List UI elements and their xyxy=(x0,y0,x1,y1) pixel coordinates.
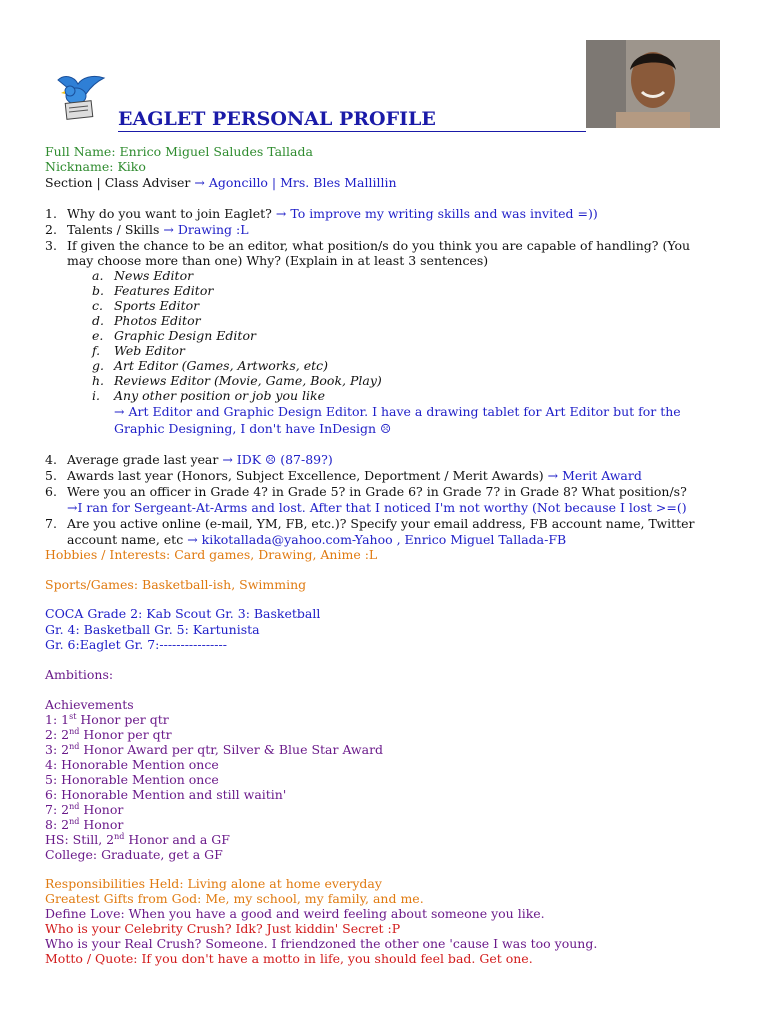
question-6: Were you an officer in Grade 4? in Grade 5? in Grade 6? in Grade 7? in Grade 8? What position/s? xyxy=(67,484,687,499)
section-adviser xyxy=(45,175,397,190)
question-number: 4. xyxy=(45,452,57,467)
eagle-logo-icon xyxy=(50,72,108,124)
question-4: Average grade last year → IDK ☹ (87-89?) xyxy=(67,452,333,467)
coca-line: COCA Grade 2: Kab Scout Gr. 3: Basketball xyxy=(45,606,321,621)
question-number: 1. xyxy=(45,206,57,221)
list-item: d. Photos Editor xyxy=(92,313,201,328)
greatest-gifts: Greatest Gifts from God: Me, my school, my family, and me. xyxy=(45,891,424,906)
ambitions: Ambitions: xyxy=(45,667,114,682)
list-item: g. Art Editor (Games, Artworks, etc) xyxy=(92,358,329,373)
question-3: If given the chance to be an editor, what position/s do you think you are capable of handling? (You xyxy=(67,238,691,253)
editor-answer: → Art Editor and Graphic Design Editor. I have a drawing tablet for Art Editor but for the xyxy=(114,404,681,419)
full-name: Full Name: Enrico Miguel Saludes Tallada xyxy=(45,144,313,159)
answer-text: → To improve my writing skills and was invited =)) xyxy=(275,206,598,221)
question-number: 6. xyxy=(45,484,57,499)
question-3-cont: may choose more than one) Why? (Explain in at least 3 sentences) xyxy=(67,253,489,268)
question-2 xyxy=(67,222,249,237)
nickname: Nickname: Kiko xyxy=(45,159,146,174)
list-item: b. Features Editor xyxy=(92,283,214,298)
profile-photo xyxy=(586,40,720,128)
question-text: Talents / Skills xyxy=(67,222,164,237)
question-number: 3. xyxy=(45,238,57,253)
question-7: Are you active online (e-mail, YM, FB, etc.)? Specify your email address, FB account name, Twitter xyxy=(67,516,695,531)
list-item: i. Any other position or job you like xyxy=(92,388,325,403)
achievement-item: 5: Honorable Mention once xyxy=(45,772,219,787)
question-number: 5. xyxy=(45,468,57,483)
sports: Sports/Games: Basketball-ish, Swimming xyxy=(45,577,307,592)
section-value: → Agoncillo | Mrs. Bles Mallillin xyxy=(194,175,397,190)
list-item: f. Web Editor xyxy=(92,343,185,358)
list-item: a. News Editor xyxy=(92,268,194,283)
responsibilities: Responsibilities Held: Living alone at home everyday xyxy=(45,876,382,891)
achievement-item: HS: Still, 2nd Honor and a GF xyxy=(45,831,230,847)
motto: Motto / Quote: If you don't have a motto in life, you should feel bad. Get one. xyxy=(45,951,533,966)
section-label: Section | Class Adviser xyxy=(45,175,195,190)
question-text: Why do you want to join Eaglet? xyxy=(67,206,276,221)
question-1 xyxy=(67,206,598,221)
coca-line: Gr. 6:Eaglet Gr. 7:---------------- xyxy=(45,637,227,652)
hobbies: Hobbies / Interests: Card games, Drawing, Anime :L xyxy=(45,547,378,562)
achievement-item: 1: 1st Honor per qtr xyxy=(45,711,169,727)
list-item: h. Reviews Editor (Movie, Game, Book, Play) xyxy=(92,373,382,388)
achievement-item: College: Graduate, get a GF xyxy=(45,847,223,862)
list-item: e. Graphic Design Editor xyxy=(92,328,256,343)
question-7-cont: account name, etc → kikotallada@yahoo.com-Yahoo , Enrico Miguel Tallada-FB xyxy=(67,532,567,547)
answer-text: → Drawing :L xyxy=(163,222,249,237)
achievement-item: 4: Honorable Mention once xyxy=(45,757,219,772)
coca-line: Gr. 4: Basketball Gr. 5: Kartunista xyxy=(45,622,260,637)
achievement-item: 8: 2nd Honor xyxy=(45,816,124,832)
question-number: 2. xyxy=(45,222,57,237)
achievement-item: 2: 2nd Honor per qtr xyxy=(45,726,172,742)
celebrity-crush: Who is your Celebrity Crush? Idk? Just kiddin' Secret :P xyxy=(45,921,401,936)
page-title: EAGLET PERSONAL PROFILE xyxy=(118,107,586,132)
achievement-item: 3: 2nd Honor Award per qtr, Silver & Blue Star Award xyxy=(45,741,384,757)
answer-6: →I ran for Sergeant-At-Arms and lost. After that I noticed I'm not worthy (Not because I lost >=() xyxy=(67,500,687,515)
question-number: 7. xyxy=(45,516,57,531)
define-love: Define Love: When you have a good and weird feeling about someone you like. xyxy=(45,906,545,921)
achievement-item: 7: 2nd Honor xyxy=(45,801,124,817)
achievement-item: 6: Honorable Mention and still waitin' xyxy=(45,787,287,802)
question-5: Awards last year (Honors, Subject Excellence, Deportment / Merit Awards) → Merit Award xyxy=(67,468,642,483)
achievements-heading: Achievements xyxy=(45,697,134,712)
editor-answer-cont: Graphic Designing, I don't have InDesign ☹ xyxy=(114,421,392,436)
real-crush: Who is your Real Crush? Someone. I friendzoned the other one 'cause I was too young. xyxy=(45,936,598,951)
list-item: c. Sports Editor xyxy=(92,298,200,313)
